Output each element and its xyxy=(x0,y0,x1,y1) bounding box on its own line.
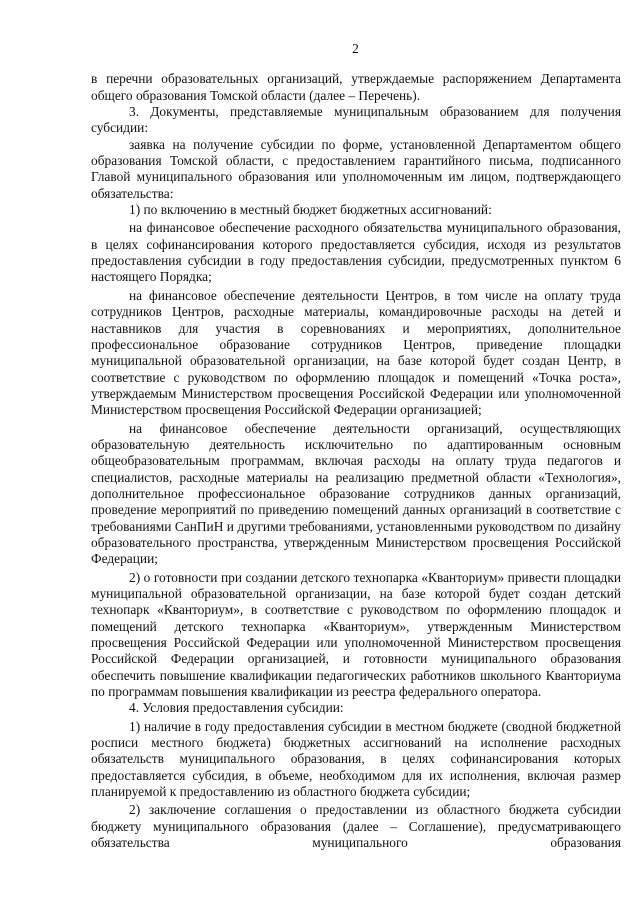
paragraph-centers-funding: на финансовое обеспечение деятельности Центров, в том числе на оплату труда сотрудников Центров, расходные материалы, командировочные расходы на детей и наставников для участия в соревнованиях и мероприятиях, дополнительное профессиональное образование сотрудников Центров, приведение площадки муниципальной образовательной организации, на базе которой будет создан Центр, в соответствие с руководством по оформлению площадок и помещений «Точка роста», утверждаемым Министерством просвещения Российской Федерации или уполномоченной Министерством просвещения Российской Федерации организацией; xyxy=(91,287,621,418)
paragraph-condition-2-agreement: 2) заключение соглашения о предоставлении из областного бюджета субсидии бюджету муниципального образования (далее – Соглашение), предусматривающего обязательства муниципального образования xyxy=(91,802,621,851)
paragraph-application: заявка на получение субсидии по форме, установленной Департаментом общего образования Томской области, с предоставлением гарантийного письма, подписанного Главой муниципального образования или уполномоченным им лицом, подтверждающего обязательства: xyxy=(91,136,621,201)
paragraph-condition-1-allocations: 1) наличие в году предоставления субсидии в местном бюджете (сводной бюджетной росписи местного бюджета) бюджетных ассигнований на исполнение расходных обязательств муниципального образования, в целях софинансирования которых предоставляется субсидия, в объеме, необходимом для их исполнения, включая размер планируемой к предоставлению из областного бюджета субсидии; xyxy=(91,718,621,800)
paragraph-subitem-2-kvantorium: 2) о готовности при создании детского технопарка «Кванториум» привести площадки муниципальной образовательной организации, на базе которой будет создан детский технопарк «Кванториум», в соответствие с руководством по оформлению площадок и помещений детского технопарка «Кванториум», утвержденным Министерством просвещения Российской Федерации или уполномоченной Министерством просвещения Российской Федерации организацией, и готовности муниципального образования обеспечить повышение квалификации педагогических работников школьного Кванториума по программам повышения квалификации из реестра федерального оператора. xyxy=(91,569,621,700)
page-number: 2 xyxy=(352,41,359,56)
paragraph-item-4-conditions: 4. Условия предоставления субсидии: xyxy=(129,700,344,716)
paragraph-item-3-documents: 3. Документы, представляемые муниципальным образованием для получения субсидии: xyxy=(91,104,621,136)
paragraph-subitem-1-budget: 1) по включению в местный бюджет бюджетных ассигнований: xyxy=(129,202,492,218)
paragraph-expense-obligation: на финансовое обеспечение расходного обязательства муниципального образования, в целях софинансирования которого предоставляется субсидия, исходя из результатов предоставления субсидии в году предоставления субсидии, предусмотренных пунктом 6 настоящего Порядка; xyxy=(91,220,621,285)
paragraph-perechen: в перечни образовательных организаций, утверждаемые распоряжением Департамента общего образования Томской области (далее – Перечень). xyxy=(91,71,621,103)
paragraph-organizations-funding: на финансовое обеспечение деятельности организаций, осуществляющих образовательную деятельность исключительно по адаптированным основным общеобразовательным программам, включая расходы на оплату труда педагогов и специалистов, расходные материалы на реализацию предметной области «Технология», дополнительное профессиональное образование сотрудников данных организаций, проведение мероприятий по приведению помещений данных организаций в соответствие с требованиями СанПиН и другими требованиями, установленными руководством по дизайну образовательного пространства, утвержденным Министерством просвещения Российской Федерации; xyxy=(91,420,621,567)
